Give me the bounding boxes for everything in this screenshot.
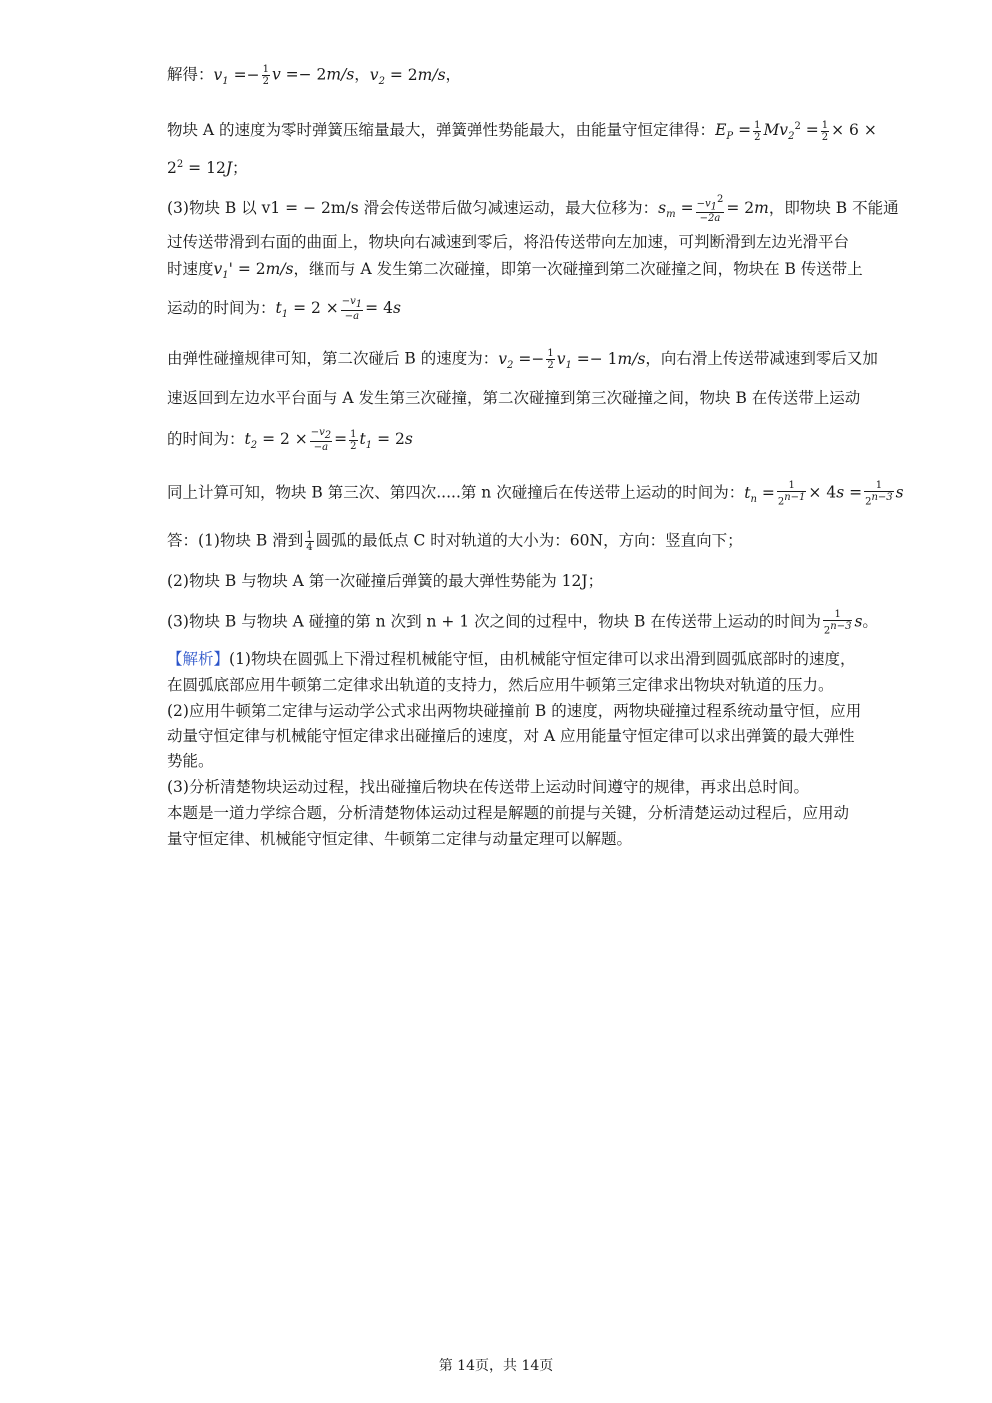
analysis-tag: 【解析】 — [167, 650, 230, 668]
fraction-half: $\frac{1}{2}$ — [262, 64, 269, 87]
solution-line-3: $2^2 = 12J$； — [167, 159, 248, 178]
solution-line-7: 运动的时间为：$t_1 = 2$ × $\frac{-v_1}{-a}$ = 4s — [167, 296, 401, 322]
solution-line-11: 同上计算可知，物块 B 第三次、第四次.....第 n 次碰撞后在传送带上运动的时间为：$t_n$ = $\frac{1}{2^{n-1}}$ × 4s = $\frac{1}{2^{n-3}}$ s — [167, 480, 904, 508]
solution-line-10: 的时间为：$t_2 = 2$ × $\frac{-v_2}{-a}$ = $\frac{1}{2}$ $t_1 = 2s$ — [167, 427, 413, 453]
answer-line-1: 答：(1)物块 B 滑到 $\frac{1}{4}$ 圆弧的最低点 C 时对轨道的大小为：60N，方向：竖直向下； — [167, 530, 743, 553]
analysis-line-1: 【解析】(1)物块在圆弧上下滑过程机械能守恒，由机械能守恒定律可以求出滑到圆弧底部时的速度， — [167, 650, 856, 668]
formula-v1: $v_1$ =− — [213, 65, 260, 87]
solution-line-9: 速返回到左边水平台面与 A 发生第三次碰撞，第二次碰撞到第三次碰撞之间，物块 B 在传送带上运动 — [167, 389, 861, 407]
formula-v1-prime: $v_1' = 2m/s$ — [213, 260, 294, 282]
formula-tn: $t_n$ = — [744, 483, 775, 505]
analysis-line-4: 动量守恒定律与机械能守恒定律求出碰撞后的速度，对 A 应用能量守恒定律可以求出弹簧的最大弹性 — [167, 727, 855, 745]
formula-v2: $v_2$ =− — [498, 349, 545, 371]
analysis-line-8: 量守恒定律、机械能守恒定律、牛顿第二定律与动量定理可以解题。 — [167, 830, 633, 848]
analysis-line-6: (3)分析清楚物块运动过程，找出碰撞后物块在传送带上运动时间遵守的规律，再求出总时间。 — [167, 778, 809, 796]
formula-t1: $t_1 = 2$ × — [275, 299, 339, 321]
solution-line-2: 物块 A 的速度为零时弹簧压缩量最大，弹簧弹性势能最大，由能量守恒定律得：$E_P$ = $\frac{1}{2}$ $Mv_2^2$ = $\frac{1}{2}$ × 6 × — [167, 119, 877, 143]
answer-line-2: (2)物块 B 与物块 A 第一次碰撞后弹簧的最大弹性势能为 12J； — [167, 572, 604, 590]
page-footer: 第 14页，共 14页 — [438, 1358, 554, 1374]
analysis-line-5: 势能。 — [167, 752, 214, 770]
answer-line-3: (3)物块 B 与物块 A 碰撞的第 n 次到 n + 1 次之间的过程中，物块 B 在传送带上运动的时间为 $\frac{1}{2^{n-3}}$ s。 — [167, 609, 878, 637]
analysis-line-7: 本题是一道力学综合题，分析清楚物体运动过程是解题的前提与关键，分析清楚运动过程后，应用动 — [167, 804, 850, 822]
solution-line-4: (3)物块 B 以 v1 = − 2m/s 滑会传送带后做匀减速运动，最大位移为：$s_m$ = $\frac{-v_1^2}{-2a}$ = 2m，即物块 B 不能通 — [167, 194, 899, 225]
solution-line-6: 时速度$v_1' = 2m/s$，继而与 A 发生第二次碰撞，即第一次碰撞到第二次碰撞之间，物块在 B 传送带上 — [167, 260, 863, 282]
analysis-line-2: 在圆弧底部应用牛顿第二定律求出轨道的支持力，然后应用牛顿第三定律求出物块对轨道的压力。 — [167, 676, 834, 694]
formula-sm: $s_m$ = — [658, 199, 694, 221]
formula-t2: $t_2 = 2$ × — [244, 430, 308, 452]
solution-line-1: 解得：$v_1$ =− $\frac{1}{2}$ v =− 2m/s，$v_2 = 2m/s$， — [167, 64, 462, 87]
analysis-line-3: (2)应用牛顿第二定律与运动学公式求出两物块碰撞前 B 的速度，两物块碰撞过程系统动量守恒，应用 — [167, 702, 862, 720]
solution-line-8: 由弹性碰撞规律可知，第二次碰后 B 的速度为：$v_2$ =− $\frac{1}{2}$ $v_1 =- 1m/s$，向右滑上传送带减速到零后又加 — [167, 348, 878, 371]
formula-ep: $E_P$ = — [715, 121, 752, 143]
solution-line-5: 过传送带滑到右面的曲面上，物块向右减速到零后，将沿传送带向左加速，可判断滑到左边光滑平台 — [167, 233, 850, 251]
